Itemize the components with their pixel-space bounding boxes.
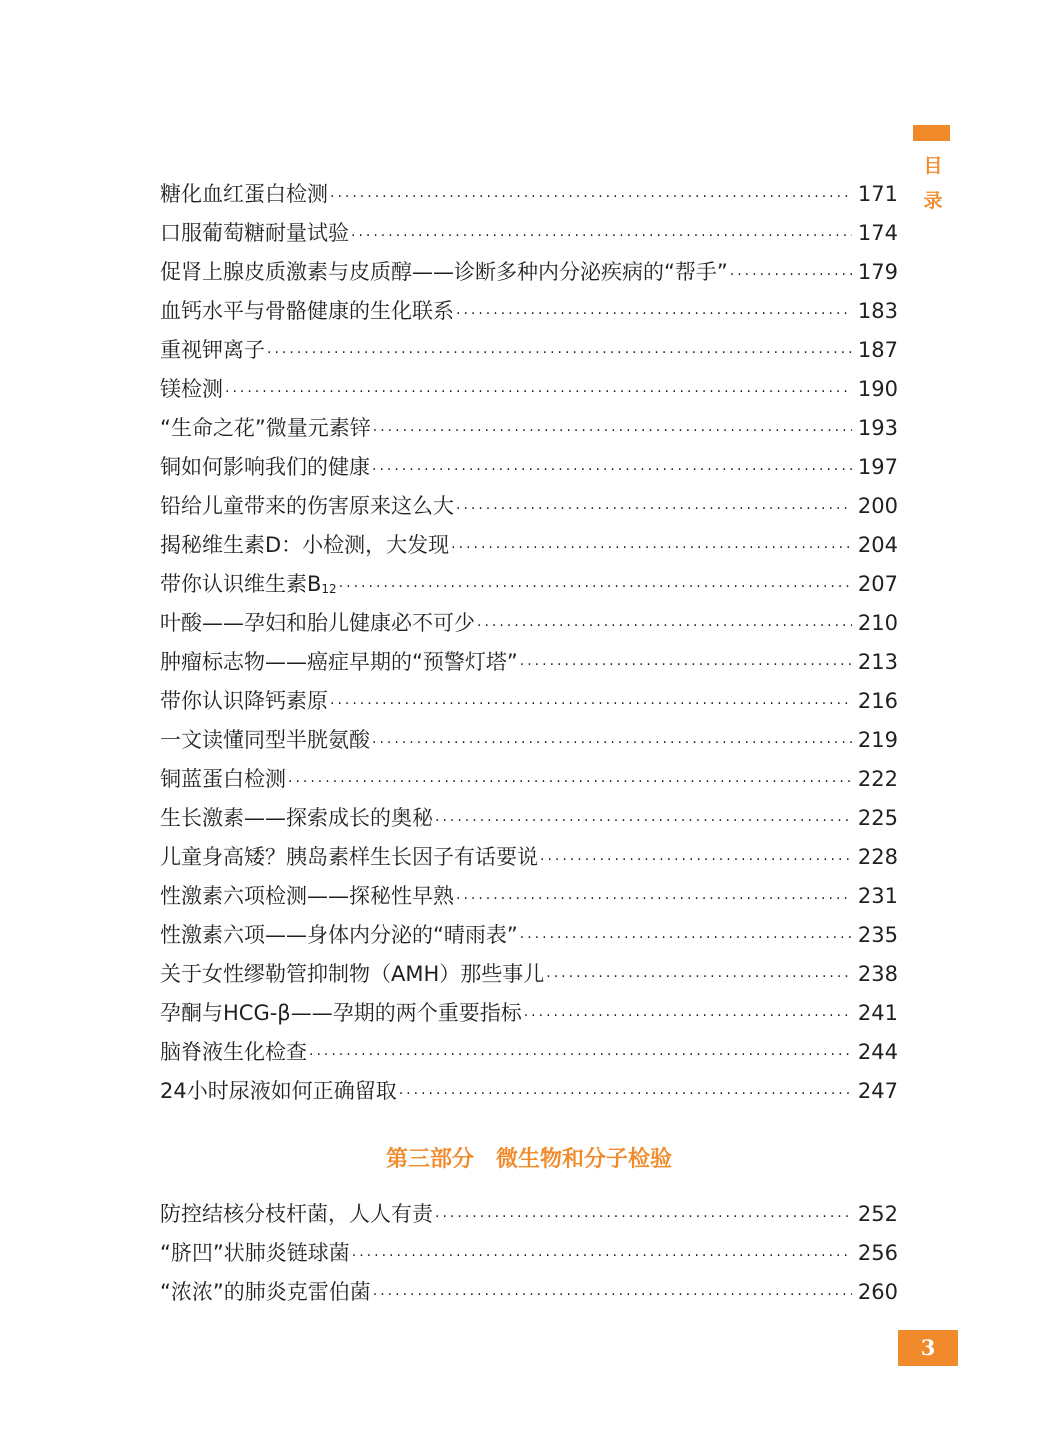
toc-entry-title [160,1273,371,1312]
toc-entry[interactable] [160,214,898,253]
toc-entry[interactable] [160,292,898,331]
toc-entry-title-text: 性激素六项检测——探秘性早熟 [160,884,454,908]
toc-entry-page: 193 [857,416,898,440]
toc-entry-page: 244 [857,1040,898,1064]
toc-entry-page: 222 [857,767,898,791]
toc-entry-title-text: 重视钾离子 [160,338,265,362]
toc-entry-title [160,604,475,643]
toc-entry-title-text: 揭秘维生素D：小检测，大发现 [160,533,450,557]
toc-entry-page: 210 [857,611,898,635]
toc-entry[interactable] [160,487,898,526]
toc-dot-leader [339,568,852,607]
side-tab-bar [913,125,950,141]
page-number: 3 [898,1330,958,1366]
toc-dot-leader [477,607,852,646]
toc-entry-title [160,409,371,448]
toc-entry-title [160,760,286,799]
toc-entry-title [160,1072,397,1111]
toc-dot-leader [524,997,852,1036]
toc-entry[interactable] [160,721,898,760]
toc-entry-title-text: 血钙水平与骨骼健康的生化联系 [160,299,454,323]
toc-entry-title-text: 生长激素——探索成长的奥秘 [160,806,433,830]
toc-dot-leader [456,295,852,334]
toc-entry-title [160,1033,307,1072]
toc-entry-title-text: 肿瘤标志物——癌症早期的“预警灯塔” [160,650,518,674]
toc-dot-leader [372,451,852,490]
toc-entry-page: 171 [857,182,898,206]
toc-entry-title [160,175,328,214]
toc-dot-leader [456,880,852,919]
toc-entry-title [160,682,328,721]
toc-entry-title [160,565,337,609]
toc-entry[interactable] [160,604,898,643]
toc-dot-leader [309,1036,852,1075]
toc-entry-title [160,877,454,916]
toc-entry-title-text: 镁检测 [160,377,223,401]
toc-dot-leader [372,724,852,763]
toc-dot-leader [456,490,852,529]
toc-entry[interactable] [160,916,898,955]
toc-entry-title-text: 儿童身高矮？胰岛素样生长因子有话要说 [160,845,538,869]
toc-entry-title-text: 带你认识维生素B [160,572,322,596]
toc-entry-title [160,799,433,838]
toc-list-part-3 [160,1195,898,1312]
toc-entry[interactable] [160,799,898,838]
toc-entry[interactable] [160,682,898,721]
toc-entry[interactable] [160,370,898,409]
toc-dot-leader [225,373,852,412]
toc-entry[interactable] [160,1033,898,1072]
toc-entry-title [160,253,728,292]
toc-entry-title [160,1234,350,1273]
toc-entry-page: 231 [857,884,898,908]
toc-entry[interactable] [160,526,898,565]
toc-dot-leader [351,217,852,256]
toc-entry-title-text: 一文读懂同型半胱氨酸 [160,728,370,752]
toc-entry-page: 174 [857,221,898,245]
part-3-heading: 第三部分 微生物和分子检验 [385,1147,672,1172]
toc-entry-page: 187 [857,338,898,362]
toc-entry[interactable] [160,409,898,448]
toc-entry-title-text: 带你认识降钙素原 [160,689,328,713]
toc-entry-title-subscript: 12 [321,582,337,596]
toc-entry[interactable] [160,331,898,370]
toc-dot-leader [435,1198,852,1237]
toc-entry-page: 207 [857,572,898,596]
toc-dot-leader [399,1075,852,1114]
toc-entry-title [160,643,518,682]
toc-entry-page: 200 [857,494,898,518]
toc-entry-page: 228 [857,845,898,869]
toc-entry-page: 179 [857,260,898,284]
toc-dot-leader [373,412,852,451]
toc-dot-leader [451,529,852,568]
toc-entry-page: 219 [857,728,898,752]
toc-entry-title-text: 关于女性缪勒管抑制物（AMH）那些事儿 [160,962,545,986]
toc-entry-title-text: “浓浓”的肺炎克雷伯菌 [160,1280,371,1304]
toc-dot-leader [435,802,852,841]
toc-entry-page: 213 [857,650,898,674]
toc-dot-leader [730,256,852,295]
side-tab-char-1: 目 [923,155,943,177]
toc-entry-title [160,1195,433,1234]
toc-entry-title [160,370,223,409]
toc-dot-leader [520,646,852,685]
toc-entry-title [160,526,449,565]
toc-dot-leader [352,1237,852,1276]
toc-entry-title-text: 糖化血红蛋白检测 [160,182,328,206]
side-tab-char-2: 录 [923,190,943,212]
toc-entry-title [160,487,454,526]
toc-entry-title-text: 24小时尿液如何正确留取 [160,1079,397,1103]
toc-entry-title-text: 脑脊液生化检查 [160,1040,307,1064]
toc-entry[interactable] [160,1195,898,1234]
toc-entry[interactable] [160,838,898,877]
toc-entry[interactable] [160,760,898,799]
toc-entry-title [160,916,518,955]
toc-entry-page: 216 [857,689,898,713]
toc-entry[interactable] [160,955,898,994]
toc-dot-leader [288,763,852,802]
toc-entry-title-text: 防控结核分枝杆菌，人人有责 [160,1202,433,1226]
toc-entry-title-text: 铜如何影响我们的健康 [160,455,370,479]
toc-entry-page: 235 [857,923,898,947]
toc-entry-title [160,448,370,487]
toc-entry-title-text: 口服葡萄糖耐量试验 [160,221,349,245]
toc-dot-leader [540,841,852,880]
toc-entry-page: 197 [857,455,898,479]
toc-dot-leader [267,334,852,373]
toc-entry-title-text: 促肾上腺皮质激素与皮质醇——诊断多种内分泌疾病的“帮手” [160,260,728,284]
toc-entry-title [160,214,349,253]
toc-entry[interactable] [160,175,898,214]
toc-entry[interactable] [160,448,898,487]
toc-list-part-2 [160,175,898,1111]
toc-entry-title-text: 铅给儿童带来的伤害原来这么大 [160,494,454,518]
toc-entry-title [160,955,544,994]
toc-entry-page: 190 [857,377,898,401]
toc-dot-leader [330,178,852,217]
toc-entry-page: 256 [857,1241,898,1265]
toc-entry[interactable] [160,643,898,682]
toc-entry-title [160,994,522,1033]
toc-entry[interactable] [160,1072,898,1111]
toc-entry-title [160,838,538,877]
toc-entry-title-text: 性激素六项——身体内分泌的“晴雨表” [160,923,518,947]
toc-dot-leader [520,919,852,958]
toc-entry-page: 204 [857,533,898,557]
toc-entry[interactable] [160,565,898,604]
toc-entry-page: 183 [857,299,898,323]
toc-entry-title-text: “生命之花”微量元素锌 [160,416,371,440]
toc-entry[interactable] [160,1234,898,1273]
toc-entry-title-text: 孕酮与HCG-β——孕期的两个重要指标 [160,1001,522,1025]
toc-entry-title [160,721,370,760]
toc-entry-page: 238 [857,962,898,986]
toc-entry-title-text: “脐凹”状肺炎链球菌 [160,1241,350,1265]
toc-dot-leader [373,1276,852,1315]
toc-dot-leader [330,685,852,724]
toc-entry-title-text: 铜蓝蛋白检测 [160,767,286,791]
toc-entry[interactable] [160,253,898,292]
toc-entry-title-text: 叶酸——孕妇和胎儿健康必不可少 [160,611,475,635]
toc-entry[interactable] [160,877,898,916]
toc-entry[interactable] [160,994,898,1033]
toc-entry-page: 260 [857,1280,898,1304]
toc-dot-leader [546,958,852,997]
toc-entry-page: 241 [857,1001,898,1025]
toc-entry-title [160,331,265,370]
toc-entry-title [160,292,454,331]
toc-entry[interactable] [160,1273,898,1312]
toc-entry-page: 225 [857,806,898,830]
toc-entry-page: 252 [857,1202,898,1226]
toc-entry-page: 247 [857,1079,898,1103]
